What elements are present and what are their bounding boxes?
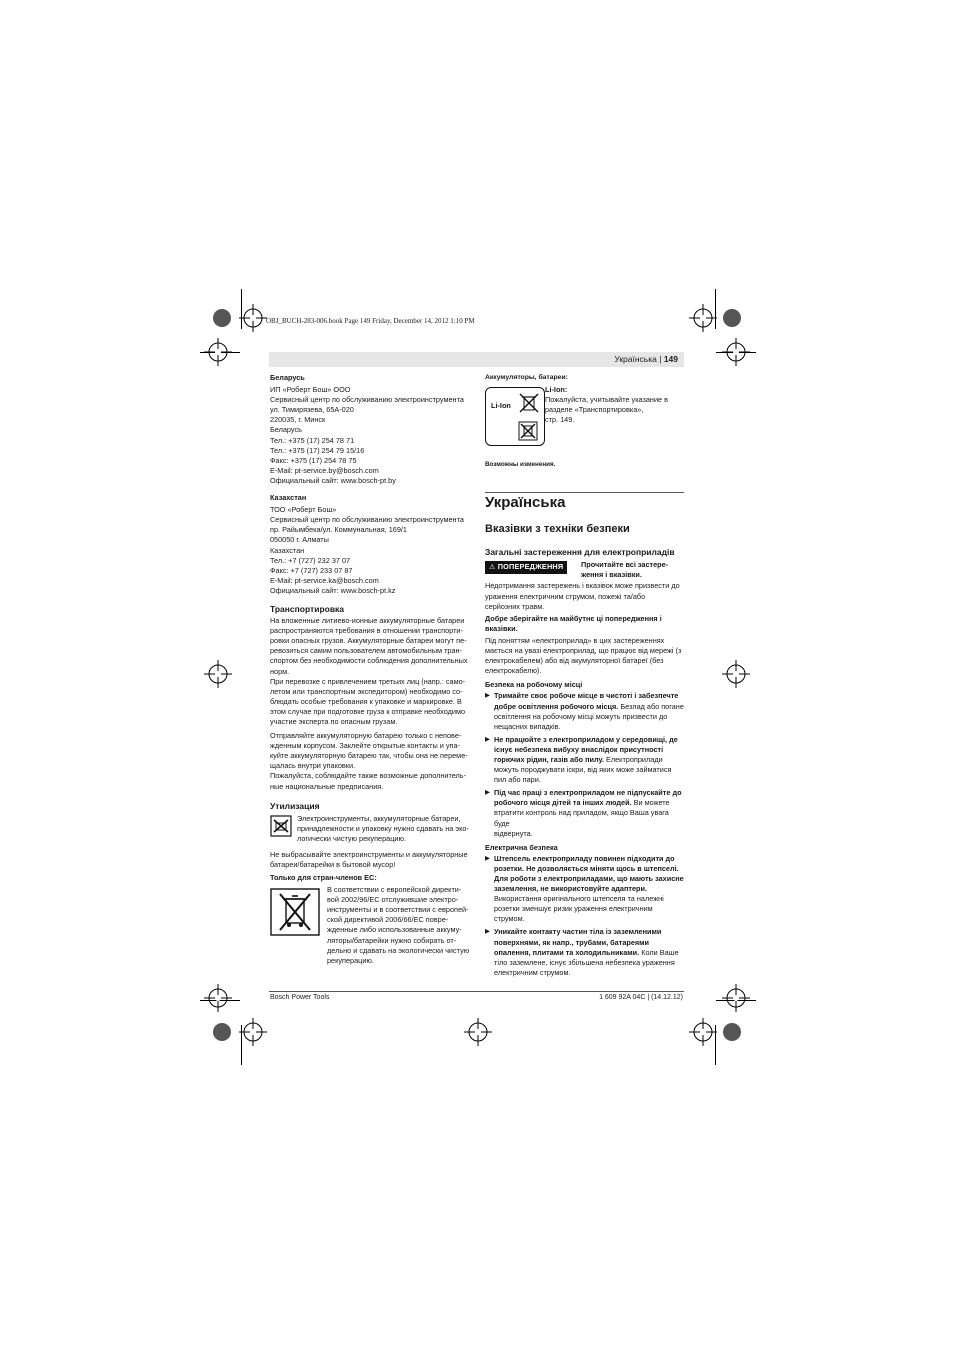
address-line: Сервисный центр по обслуживанию электроинструмента bbox=[270, 515, 464, 525]
body-line: щалась внутри упаковки. bbox=[270, 761, 356, 771]
bullet-arrow-icon: ▶ bbox=[485, 735, 490, 743]
address-line: ул. Тимирязева, 65А-020 bbox=[270, 405, 354, 415]
changes-note: Возможны изменения. bbox=[485, 461, 556, 469]
body-line: ляторы/батарейки нужно собирать от- bbox=[327, 935, 457, 945]
address-line: Тел.: +7 (727) 232 37 07 bbox=[270, 555, 351, 565]
address-line: ТОО «Роберт Бош» bbox=[270, 505, 337, 515]
bold-line: опалення, плитами та холодильниками. bbox=[494, 947, 640, 957]
list-item bbox=[485, 788, 685, 838]
address-line: Сервисный центр по обслуживанию электроинструмента bbox=[270, 395, 464, 405]
body-line: распространяются требования в отношении транспорти- bbox=[270, 626, 463, 636]
address-line: E-Mail: pt-service.ka@bosch.com bbox=[270, 575, 379, 585]
left-column bbox=[270, 372, 470, 967]
address-line: пр. Райымбека/ул. Коммунальная, 169/1 bbox=[270, 525, 407, 535]
body-line: инструменты и в соответствии с европей- bbox=[327, 905, 469, 915]
inline-text: Електроприлади bbox=[603, 754, 663, 764]
body-line: норм. bbox=[270, 666, 290, 676]
liion-symbol-box bbox=[485, 387, 545, 446]
body-line: куйте аккумуляторную батарею так, чтобы она не переме- bbox=[270, 751, 468, 761]
body-line: ровки опасных грузов. Аккумуляторные батареи могут пе- bbox=[270, 636, 467, 646]
page-header bbox=[269, 352, 684, 367]
body-line: рекуперацию. bbox=[327, 955, 374, 965]
inline-text: Безлад або погане bbox=[618, 701, 684, 711]
workplace-heading: Безпека на робочому місці bbox=[485, 680, 583, 690]
paragraph bbox=[485, 581, 685, 611]
crossed-bin-box-icon bbox=[518, 421, 538, 441]
disposal-heading: Утилизация bbox=[270, 800, 320, 811]
disposal-icon-row bbox=[270, 814, 470, 846]
address-line: Казахстан bbox=[270, 545, 305, 555]
liion-title: Li-Ion: bbox=[545, 385, 568, 395]
disposal-text bbox=[270, 850, 470, 870]
body-line: разделе «Транспортировка», bbox=[545, 405, 644, 415]
footer-rule bbox=[269, 991, 684, 992]
list-item bbox=[485, 691, 685, 731]
address-line: 220035, г. Минск bbox=[270, 415, 326, 425]
general-warnings-heading: Загальні застереження для електроприладів bbox=[485, 547, 675, 558]
address-line: Тел.: +375 (17) 254 78 71 bbox=[270, 435, 355, 445]
body-line: летом или транспортным экспедитором) необходимо со- bbox=[270, 686, 463, 696]
header-language: Українська bbox=[614, 354, 657, 364]
address-line: E-Mail: pt-service.by@bosch.com bbox=[270, 465, 379, 475]
body-line: мається на увазі електроприлад, що працює від мережі (з bbox=[485, 646, 682, 656]
address-line: Беларусь bbox=[270, 425, 302, 435]
body-line: ные национальные предписания. bbox=[270, 781, 384, 791]
bold-line: горючих рідин, газів або пилу. bbox=[494, 754, 604, 764]
right-column bbox=[485, 372, 685, 978]
warning-text: ження і вказівки. bbox=[581, 570, 642, 580]
body-line: ской директивой 2006/66/ЕС повре- bbox=[327, 915, 449, 925]
body-line: Добре зберігайте на майбутнє ці попередження і bbox=[485, 613, 662, 623]
crossed-bin-icon bbox=[270, 888, 320, 936]
body-line: Пожалуйста, учитывайте указание в bbox=[545, 395, 668, 405]
address-line: Официальный сайт: www.bosch-pt.by bbox=[270, 475, 396, 485]
header-sep: | bbox=[656, 354, 664, 364]
address-line: 050050 г. Алматы bbox=[270, 535, 329, 545]
warning-badge-label: ПОПЕРЕДЖЕННЯ bbox=[497, 562, 564, 572]
belarus-address bbox=[270, 385, 470, 486]
body-line: Не выбрасывайте электроинструменты и аккумуляторные bbox=[270, 849, 468, 859]
body-line: дельно и сдавать на экологически чистую bbox=[327, 945, 470, 955]
body-line: участие эксперта по опасным грузам. bbox=[270, 717, 398, 726]
paragraph bbox=[485, 636, 685, 676]
bold-line: Уникайте контакту частин тіла із заземленими bbox=[494, 927, 662, 937]
warning-badge bbox=[485, 561, 567, 574]
body-line: блюдать особые требования к упаковке и маркировке. В bbox=[270, 696, 462, 706]
body-line: розетки зменшує ризик ураження електричним bbox=[494, 904, 653, 914]
body-line: этом случае при подготовке груза к отправке необходимо bbox=[270, 706, 466, 716]
body-line: відвернута. bbox=[494, 828, 533, 838]
eu-only-title: Только для стран-членов ЕС: bbox=[270, 872, 377, 882]
transport-text bbox=[270, 616, 470, 727]
batteries-title: Аккумуляторы, батареи: bbox=[485, 374, 568, 381]
bold-line: робочого місця дітей та інших людей. bbox=[494, 798, 632, 808]
eu-row bbox=[270, 885, 470, 967]
body-line: електрокабелем) або від акумуляторної батареї (без bbox=[485, 656, 664, 666]
body-line: тіло заземлене, існує збільшена небезпека ураження bbox=[494, 957, 675, 967]
body-line: освітлення на робочому місці можуть призвести до bbox=[494, 711, 668, 721]
kazakhstan-title: Казахстан bbox=[270, 493, 307, 503]
bold-line: Не працюйте з електроприладом у середовищі, де bbox=[494, 734, 678, 744]
body-line: втратити контроль над приладом, якщо Ваша увага буде bbox=[494, 808, 669, 828]
body-line: Электроинструменты, аккумуляторные батареи, bbox=[297, 813, 461, 823]
body-line: В соответствии с европейской директи- bbox=[327, 885, 462, 895]
body-line: жденным корпусом. Заклейте открытые контакты и упа- bbox=[270, 741, 460, 751]
footer-left: Bosch Power Tools bbox=[270, 994, 330, 1001]
body-line: вказівки. bbox=[485, 623, 518, 633]
body-line: ураження електричним струмом, пожежі та/або bbox=[485, 591, 646, 601]
bold-line: існує небезпека вибуху внаслідок присутності bbox=[494, 744, 664, 754]
address-line: Тел.: +375 (17) 254 79 15/16 bbox=[270, 445, 365, 455]
body-line: струмом. bbox=[494, 914, 525, 924]
body-line: На вложенные литиево-ионные аккумуляторные батареи bbox=[270, 616, 465, 626]
body-line: логически чистую рекуперацию. bbox=[297, 833, 406, 843]
body-line: нещасних випадків. bbox=[494, 721, 561, 731]
belarus-title: Беларусь bbox=[270, 373, 305, 382]
address-line: ИП «Роберт Бош» ООО bbox=[270, 385, 351, 395]
header-text bbox=[614, 354, 678, 364]
body-line: Під поняттям «електроприлад» в цих застереженнях bbox=[485, 635, 665, 645]
bold-line: розетки. Не дозволяється міняти щось в штепселі. bbox=[494, 863, 679, 873]
liion-label: Li-Ion bbox=[491, 401, 511, 411]
warning-text: Прочитайте всі застере- bbox=[581, 560, 669, 570]
electric-heading: Електрична безпека bbox=[485, 842, 558, 852]
bold-line: Для роботи з електроприладами, що мають захисне bbox=[494, 874, 684, 883]
body-line: Отправляйте аккумуляторную батарею только с непове- bbox=[270, 731, 462, 741]
body-line: можуть породжувати іскри, від яких може займатися bbox=[494, 765, 672, 775]
bullet-arrow-icon: ▶ bbox=[485, 789, 490, 797]
body-line: принадлежности и упаковку нужно сдавать на эко- bbox=[297, 823, 469, 833]
body-line: Використання оригінального штепселя та належні bbox=[494, 894, 664, 904]
body-line: При перевозке с привлечением третьих лиц (напр.: само- bbox=[270, 676, 466, 686]
kazakhstan-address bbox=[270, 505, 470, 596]
body-line: вой 2002/96/ЕС отслужившие электро- bbox=[327, 895, 459, 905]
address-line: Факс: +375 (17) 254 78 75 bbox=[270, 455, 357, 465]
bold-line: заземлення, не використовуйте адаптери. bbox=[494, 884, 647, 894]
body-line: жденные либо использованные аккуму- bbox=[327, 925, 462, 935]
bold-line: Тримайте своє робоче місце в чистоті і забезпечте bbox=[494, 691, 679, 701]
bullet-arrow-icon: ▶ bbox=[485, 692, 490, 700]
body-line: Недотримання застережень і вказівок може призвести до bbox=[485, 581, 680, 591]
address-line: Факс: +7 (727) 233 07 87 bbox=[270, 565, 353, 575]
bold-line: Під час праці з електроприладом не підпускайте до bbox=[494, 788, 682, 798]
keep-instructions bbox=[485, 614, 685, 634]
body-line: Пожалуйста, соблюдайте также возможные дополнитель- bbox=[270, 771, 467, 781]
bold-line: поверхнями, як напр., трубами, батареями bbox=[494, 937, 650, 947]
list-item bbox=[485, 927, 685, 977]
warning-triangle-icon: ⚠ bbox=[489, 564, 496, 572]
crossed-bin-liion-icon bbox=[518, 392, 540, 414]
page-number: 149 bbox=[663, 354, 678, 364]
address-line: Официальный сайт: www.bosch-pt.kz bbox=[270, 585, 396, 595]
bullet-arrow-icon: ▶ bbox=[485, 928, 490, 936]
body-line: стр. 149. bbox=[545, 415, 575, 425]
list-item bbox=[485, 854, 685, 925]
inline-text: Коли Ваше bbox=[639, 947, 679, 957]
print-slug: OBJ_BUCH-283-006.book Page 149 Friday, December 14, 2012 1:10 PM bbox=[266, 317, 475, 325]
list-item bbox=[485, 735, 685, 785]
transport-heading: Транспортировка bbox=[270, 603, 345, 614]
liion-row bbox=[485, 385, 685, 447]
body-line: ревозиться самим пользователем автомобильным тран- bbox=[270, 646, 462, 656]
body-line: пил або пари. bbox=[494, 775, 541, 785]
language-title: Українська bbox=[485, 494, 566, 512]
body-line: електричним струмом. bbox=[494, 967, 571, 977]
transport-text-2 bbox=[270, 731, 470, 792]
body-line: серйозних травм. bbox=[485, 601, 545, 611]
bold-line: Штепсель електроприладу повинен підходити до bbox=[494, 853, 675, 863]
section-divider bbox=[485, 492, 684, 493]
bullet-arrow-icon: ▶ bbox=[485, 854, 490, 862]
inline-text: Ви можете bbox=[631, 798, 670, 808]
footer-right: 1 609 92A 04C | (14.12.12) bbox=[599, 994, 683, 1001]
safety-heading: Вказівки з техніки безпеки bbox=[485, 523, 630, 536]
warning-row bbox=[485, 560, 685, 580]
body-line: батареи/батарейки в бытовой мусор! bbox=[270, 859, 396, 869]
bold-line: добре освітлення робочого місця. bbox=[494, 701, 619, 711]
body-line: електрокабелю). bbox=[485, 666, 542, 676]
body-line: спортом без необходимости соблюдения дополнительных bbox=[270, 656, 468, 666]
recycle-packaging-icon bbox=[270, 815, 292, 837]
